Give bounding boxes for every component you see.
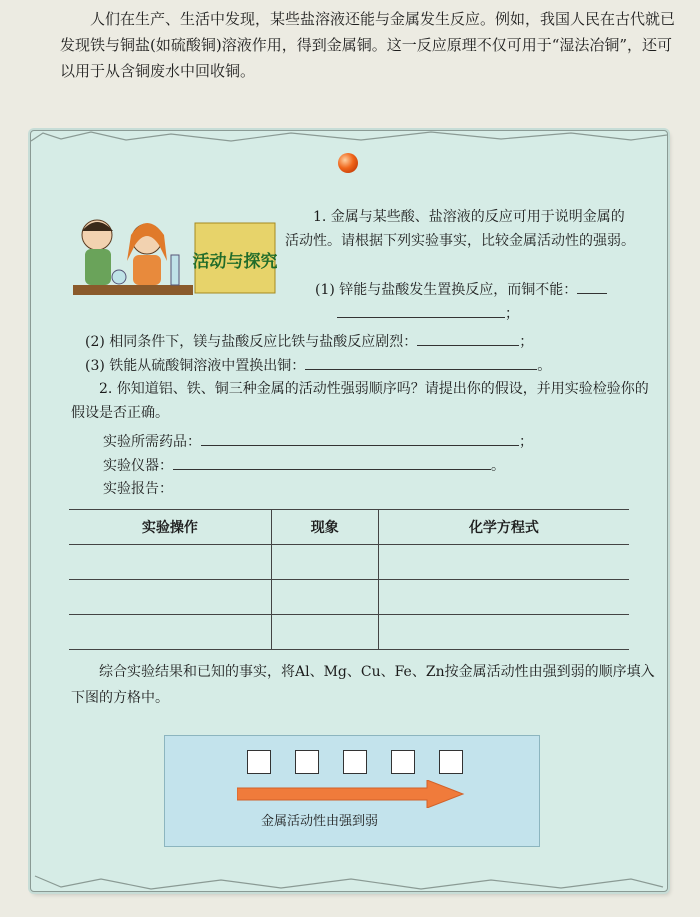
desk-icon <box>73 285 193 295</box>
question-one-a-text: (1) 锌能与盐酸发生置换反应，而铜不能： <box>315 282 578 298</box>
reagents-line <box>103 429 643 454</box>
answer-blank-1a-cont[interactable] <box>337 301 505 318</box>
question-one-a-line2 <box>337 301 519 326</box>
activity-card <box>30 130 668 892</box>
answer-box-3[interactable] <box>343 750 367 774</box>
answer-blank-1b[interactable] <box>417 329 519 346</box>
table-row <box>69 545 629 580</box>
table-row <box>69 615 629 650</box>
question-one-c-end: 。 <box>537 358 552 374</box>
experiment-report-table <box>69 509 629 650</box>
apparatus-label: 实验仪器： <box>103 458 173 474</box>
table-cell[interactable] <box>69 615 271 650</box>
header-phenomenon: 现象 <box>271 510 378 545</box>
red-ball-marker <box>338 153 358 173</box>
question-one-b-end: ； <box>519 334 534 350</box>
answer-blank-1a[interactable] <box>577 277 607 294</box>
question-two: 2. 你知道铝、铁、铜三种金属的活动性强弱顺序吗？请提出你的假设，并用实验检验你的假设是否正确。 <box>71 381 649 421</box>
answer-box-5[interactable] <box>439 750 463 774</box>
apparatus-line <box>103 453 643 478</box>
table-cell[interactable] <box>271 580 378 615</box>
question-one-intro: 1. 金属与某些酸、盐溶液的反应可用于说明金属的活动性。请根据下列实验事实，比较金属活动性的强弱。 <box>285 209 635 249</box>
apparatus-end: 。 <box>491 458 505 474</box>
table-cell[interactable] <box>378 545 629 580</box>
activity-illustration <box>67 205 277 305</box>
reagents-end: ； <box>519 434 533 450</box>
report-header-row <box>69 510 629 545</box>
answer-box-2[interactable] <box>295 750 319 774</box>
table-cell[interactable] <box>378 615 629 650</box>
table-cell[interactable] <box>271 615 378 650</box>
summary-paragraph: 综合实验结果和已知的事实，将Al、Mg、Cu、Fe、Zn按金属活动性由强到弱的顺序填入下图的方格中。 <box>71 664 655 706</box>
answer-box-4[interactable] <box>391 750 415 774</box>
question-one-c <box>85 353 655 378</box>
header-operation: 实验操作 <box>69 510 271 545</box>
reagents-label: 实验所需药品： <box>103 434 201 450</box>
table-cell[interactable] <box>378 580 629 615</box>
table-cell[interactable] <box>69 545 271 580</box>
question-one-b <box>85 329 655 354</box>
answer-box-1[interactable] <box>247 750 271 774</box>
question-one-b-text: (2) 相同条件下，镁与盐酸反应比铁与盐酸反应剧烈： <box>85 334 418 350</box>
reagents-blank[interactable] <box>201 429 519 446</box>
table-row <box>69 580 629 615</box>
activity-title: 活动与探究 <box>192 252 277 272</box>
report-label: 实验报告： <box>103 481 173 497</box>
question-one-a-end: ； <box>505 306 519 322</box>
header-equation: 化学方程式 <box>378 510 629 545</box>
table-cell[interactable] <box>69 580 271 615</box>
answer-blank-1c[interactable] <box>305 353 537 370</box>
apparatus-blank[interactable] <box>173 453 491 470</box>
question-one-a <box>315 277 645 302</box>
arrow-label: 金属活动性由强到弱 <box>261 814 379 829</box>
question-one-c-text: (3) 铁能从硫酸铜溶液中置换出铜： <box>85 358 306 374</box>
intro-paragraph: 人们在生产、生活中发现，某些盐溶液还能与金属发生反应。例如，我国人民在古代就已发现铁与铜盐(如硫酸铜)溶液作用，得到金属铜。这一反应原理不仅可用于“湿法冶铜”，还可以用于从含铜废水中回收铜。 <box>60 10 676 80</box>
table-cell[interactable] <box>271 545 378 580</box>
activity-order-figure <box>164 735 540 847</box>
right-arrow-icon <box>237 780 467 808</box>
